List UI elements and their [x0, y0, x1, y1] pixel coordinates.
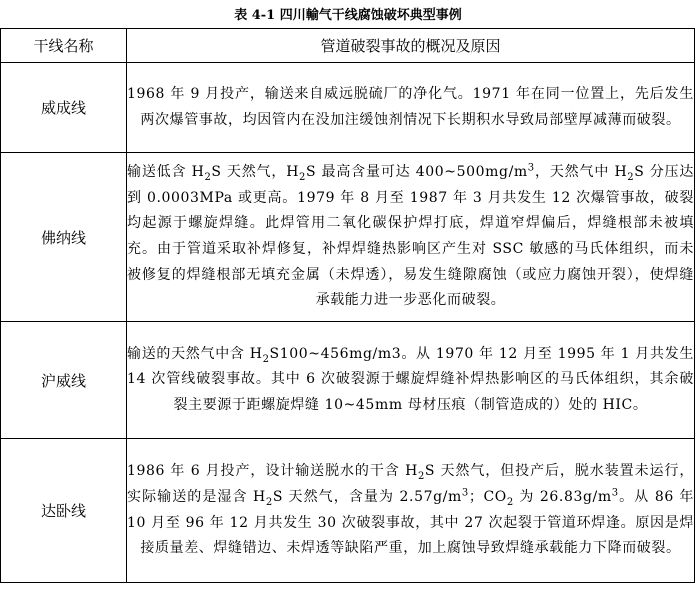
table-row [1, 63, 695, 153]
desc-text: ，天然气中 H [534, 164, 628, 181]
desc-text: S 天然气，含量为 2.57g/m [272, 488, 462, 505]
superscript: 3 [527, 162, 535, 174]
subscript: 2 [627, 172, 635, 184]
desc-text: S 分压达到 0.0003MPa 或更高。1979 年 8 月至 1987 年 3 月共发生 12 次爆管事故，破裂均起源于螺旋焊缝。此焊管用二氧化碳保护焊打底，焊道窄焊偏后，焊缝根部未被填充。由于管道采取补焊修复，补焊焊缝热影响区产生对 SSC 敏感的马氏体组织，而未被修复的焊缝根部无填充金属（未焊透），易发生缝隙腐蚀（或应力腐蚀开裂），使焊缝承载能力进一步恶化而破裂。 [127, 164, 694, 309]
subscript: 2 [265, 496, 273, 508]
header-accident-description: 管道破裂事故的概况及原因 [127, 29, 695, 63]
subscript: 2 [262, 353, 270, 365]
table-row [1, 439, 695, 583]
subscript: 2 [417, 471, 425, 483]
accident-description-cell [127, 322, 695, 439]
desc-text: 为 26.83g/m [513, 488, 612, 505]
accident-table [0, 28, 695, 583]
desc-text: ；CO [468, 488, 507, 505]
desc-text: 1986 年 6 月投产，设计输送脱水的干含 H [127, 463, 418, 480]
pipeline-name-cell: 佛纳线 [1, 153, 127, 322]
desc-text: S100~456mg/m3。从 1970 年 12 月至 1995 年 1 月共发生 14 次管线破裂事故。其中 6 次破裂源于螺旋焊缝补焊热影响区的马氏体组织，其余破裂主要源于距螺旋焊缝 10~45mm 母材压痕（制管造成的）处的 HIC。 [127, 345, 694, 413]
desc-text: S 天然气，H [211, 164, 300, 181]
subscript: 2 [506, 496, 514, 508]
pipeline-name-cell: 沪威线 [1, 322, 127, 439]
subscript: 2 [299, 172, 307, 184]
table-row [1, 322, 695, 439]
desc-text: 。从 86 年 10 月至 96 年 12 月共发生 30 次破裂事故，其中 27 次起裂于管道环焊逢。原因是焊接质量差、焊缝错边、未焊透等缺陷严重，加上腐蚀导致焊缝承载能力下降而破裂。 [127, 488, 694, 557]
desc-text: S 天然气，但投产后，脱水装置未运行，实际输送的是湿含 H [127, 463, 694, 505]
table-caption: 表 4-1 四川輸气干线腐蚀破坏典型事例 [234, 8, 462, 23]
desc-text: S 最高含量可达 400~500mg/m [306, 164, 528, 181]
desc-text: 输送的天然气中含 H [127, 345, 263, 362]
table-row [1, 153, 695, 322]
header-pipeline-name: 干线名称 [1, 29, 127, 63]
pipeline-name-cell: 威成线 [1, 63, 127, 153]
accident-description-cell [127, 63, 695, 153]
accident-description-cell [127, 153, 695, 322]
subscript: 2 [204, 172, 212, 184]
pipeline-name-cell: 达卧线 [1, 439, 127, 583]
superscript: 3 [461, 487, 469, 499]
table-header-row [1, 29, 695, 63]
accident-description-cell [127, 439, 695, 583]
desc-text: 输送低含 H [127, 164, 205, 181]
superscript: 3 [611, 487, 619, 499]
desc-text: 1968 年 9 月投产，输送来自威远脱硫厂的净化气。1971 年在同一位置上，先后发生两次爆管事故，均因管内在没加注缓蚀剂情况下长期积水导致局部壁厚减薄而破裂。 [127, 85, 694, 128]
